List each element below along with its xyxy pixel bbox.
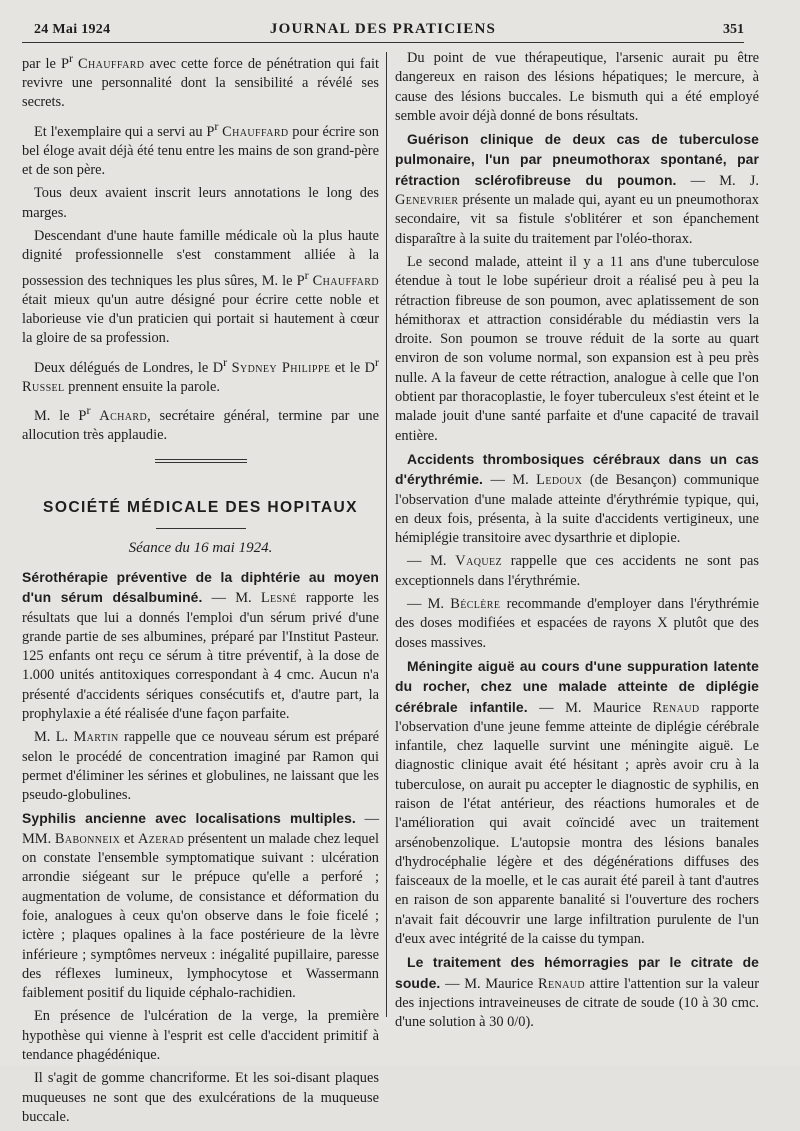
article-paragraph: Guérison clinique de deux cas de tuberculose pulmonaire, l'un par pneumothorax spontané, par rétraction sclérofibreuse du poumon. — M. J. Genevrier présente un malade qui, ayant eu un pneumothorax secondaire, vit sa fistule s'oblitérer et son épanchement disparaître à la suite du traitement par l'oléo-thorax. [395, 131, 759, 247]
article-paragraph: Accidents thrombosiques cérébraux dans un cas d'érythrémie. — M. Ledoux (de Besançon) communique l'observation d'une malade atteinte d'érythrémie typique, qui, en deux fois, présenta, à la suite d'accidents vertigineux, une hémiplégie transitoire avec dysarthrie et diplopie. [395, 450, 760, 547]
paragraph: Le second malade, atteint il y a 11 ans d'une tuberculose étendue à tout le lobe supérieur droit a réalisé peu à peu la rétraction fibreuse de son poumon, avec aplatissement de son hémithorax et attraction considérable du médiastin vers la droite. Son poumon se trouve réduit de la sorte au quart environ de son volume normal, son expansion est à peu près nulle. A la faveur de cette rétraction, analogue à celle que l'on obtient par thoracoplastie, le foyer tuberculeux s'est éteint et le malade jouit d'une santé parfaite et d'une capacité de travail entière. [395, 253, 759, 444]
page-number: 351 [723, 22, 744, 37]
article-title: Sérothérapie préventive de la diphtérie au moyen d'un sérum désalbuminé. [22, 568, 379, 606]
header-rule [22, 42, 744, 43]
column-divider [386, 52, 387, 1017]
left-column [22, 49, 379, 1131]
article-paragraph: Syphilis ancienne avec localisations multiples. — MM. Babonneix et Azerad présentent un malade chez lequel on constate l'ensemble symptomatique suivant : ulcération arrondie siégeant sur le prépuce qu'elle a perforé ; augmentation de volume, de consistance et déformation du foie, analogues à ceux qu'on observe dans le foie ficelé ; ictère ; plaques opalines à la face postérieure de la lèvre inférieure ; symptômes nerveux : inégalité pupillaire, paresse des réflexes lumineux, lymphocytose et Wassermann faiblement positif du liquide céphalo-rachidien. [22, 810, 379, 1002]
person-name: Babonneix [54, 830, 121, 847]
paragraph: — M. Vaquez rappelle que ces accidents ne sont pas exceptionnels dans l'érythrémie. [395, 553, 759, 589]
paragraph: par le $P^r$ Chauffard avec cette force de pénétration qui fait revivre une personnalité dont la sensibilité a révélé ses secrets. [22, 51, 379, 111]
article-paragraph: Méningite aiguë au cours d'une suppuration latente du rocher, chez une malade atteinte de diplégie cérébrale infantile. — M. Maurice Renaud rapporte l'observation d'une jeune femme atteinte de diplégie cérébrale infantile, chez laquelle survint une méningite aiguë. Le diagnostic clinique avait été hésitant ; après avoir cru à la tuberculose, on aurait pu accepter le diagnostic de syphilis, en raison de l'état antérieur, des réactions humorales et de l'amélioration qui avait coïncidé avec un traitement arsénobenzolique. L'autopsie montra des lésions banales d'hydrocéphalie légère et des dégénérations diffuses des faisceaux de la moelle, et le cas aurait été pareil à tant d'autres en raison de son apparente banalité si l'ouverture des rochers n'avait fait découvrir une large infiltration purulente de l'un d'eux avec intégrité de la caisse du tympan. [395, 657, 759, 948]
paragraph: — M. Béclère recommande d'employer dans l'érythrémie des doses modifiées et espacées de rayons X plutôt que des doses massives. [395, 596, 759, 651]
paragraph: Il s'agit de gomme chancriforme. Et les soi-disant plaques muqueuses ne sont que des exulcérations de la muqueuse buccale. [22, 1070, 379, 1125]
paragraph: Tous deux avaient inscrit leurs annotations le long des marges. [22, 185, 379, 221]
person-name: Renaud [537, 975, 585, 992]
person-name: Vaquez [455, 553, 502, 570]
person-name: Genevrier [395, 192, 459, 209]
paragraph: Deux délégués de Londres, le $D^r$ Sydney Philippe et le $D^r$ Russel prennent ensuite la parole. [22, 354, 379, 395]
issue-date: 24 Mai 1924 [34, 22, 111, 37]
person-name: Chauffard [78, 55, 145, 72]
right-column [395, 49, 759, 1037]
paragraph: M. L. Martin rappelle que ce nouveau sérum est préparé selon le procédé de concentration imaginé par Ramon qui permet d'éliminer les sérines et globulines, ne laissant que les pseudo-globulines. [22, 729, 379, 804]
person-name: Achard [99, 407, 148, 424]
article-title: Le traitement des hémorragies par le citrate de soude. [395, 954, 759, 991]
session-date: Séance du 16 mai 1924. [128, 539, 273, 556]
paragraph: En présence de l'ulcération de la verge, la première hypothèse qui vienne à l'esprit est celle d'accident primitif à tendance phagédénique. [22, 1008, 379, 1064]
paragraph: M. le $P^r$ Achard, secrétaire général, termine par une allocution très applaudie. [22, 402, 379, 444]
person-name: Béclère [450, 596, 501, 613]
paragraph: Descendant d'une haute famille médicale où la plus haute dignité professionnelle s'est constamment alliée à la possession des techniques les plus sûres, M. le $P^r$ Chauffard était mieux qu'un autre désigné pour écrire cette noble et laborieuse vie d'un praticien qui portait si hautement à cœur la gloire de sa profession. [22, 227, 379, 347]
person-name: Chauffard [312, 272, 379, 289]
paragraph: Du point de vue thérapeutique, l'arsenic aurait pu être dangereux en raison des lésions hépatiques; le mercure, à cause des lésions buccales. Le bismuth qui a été employé semble avoir déjà donné de bons résultats. [395, 50, 759, 124]
page-header [22, 18, 744, 44]
heading-rule [156, 528, 246, 529]
person-name: Sydney Philippe [231, 359, 331, 376]
article-title: Accidents thrombosiques cérébraux dans un cas d'érythrémie. [395, 450, 759, 488]
article-paragraph: Sérothérapie préventive de la diphtérie au moyen d'un sérum désalbuminé. — M. Lesné rapporte les résultats que lui a donnés l'emploi d'un sérum privé d'une grande partie de ses albumines, préparé par l'Institut Pasteur. 125 enfants ont reçu ce sérum à titre préventif, à la dose de 1.000 unités antitoxiques correspondant à 4 cmc. Aucun n'a présenté d'accidents sériques consécutifs et, d'autre part, la prophylaxie a été réalisée d'une façon parfaite. [22, 568, 379, 722]
person-name: Chauffard [222, 123, 289, 140]
section-separator [155, 459, 247, 463]
paragraph: Et l'exemplaire qui a servi au $P^r$ Chauffard pour écrire son bel éloge avait déjà été tenu entre les mains de son grand-père et de son père. [22, 118, 379, 179]
article-title: Méningite aiguë au cours d'une suppuration latente du rocher, chez une malade atteinte de diplégie cérébrale infantile. [395, 657, 759, 715]
person-name: Martin [73, 729, 119, 746]
person-name: Ledoux [536, 472, 583, 489]
person-name: Russel [22, 378, 65, 395]
article-title: Guérison clinique de deux cas de tuberculose pulmonaire, l'un par pneumothorax spontané, par rétraction sclérofibreuse du poumon. [395, 131, 759, 188]
article-title: Syphilis ancienne avec localisations multiples. [22, 810, 356, 827]
section-heading: SOCIÉTÉ MÉDICALE DES HOPITAUX [43, 499, 358, 517]
journal-title: JOURNAL DES PRATICIENS [269, 21, 497, 37]
person-name: Azerad [137, 830, 185, 847]
person-name: Renaud [652, 699, 700, 716]
article-paragraph: Le traitement des hémorragies par le citrate de soude. — M. Maurice Renaud attire l'attention sur la valeur des injections intraveineuses de citrate de soude (10 à 30 cmc. d'une solution à 30 0/0). [395, 954, 759, 1031]
person-name: Lesné [260, 590, 297, 607]
